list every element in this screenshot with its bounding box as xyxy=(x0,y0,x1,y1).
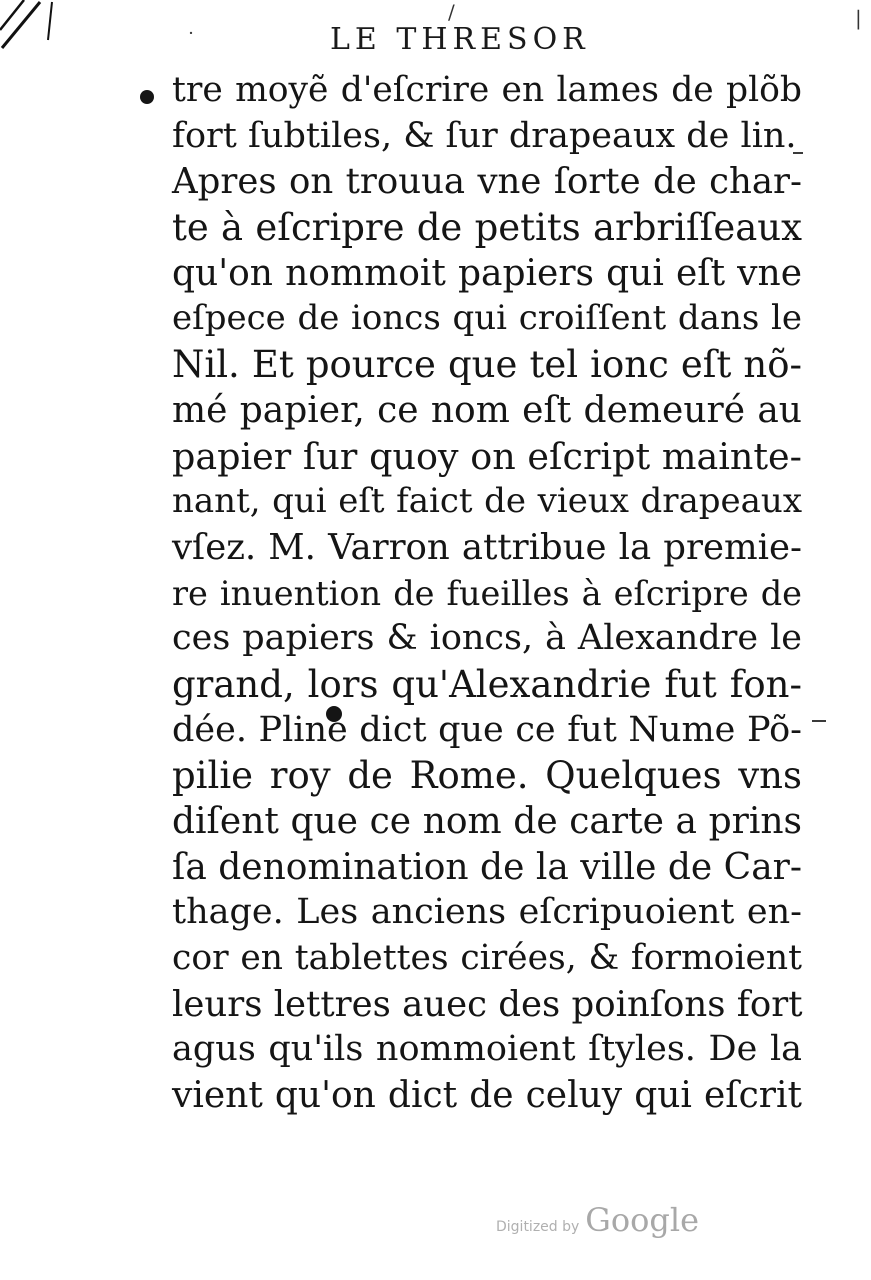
text-line: diſent que ce nom de carte a prins xyxy=(172,801,802,842)
stray-mark xyxy=(812,720,826,722)
running-head: LE THRESOR xyxy=(330,22,590,57)
text-line: pilie roy de Rome. Quelques vns xyxy=(172,754,802,798)
text-line: ces papiers & ioncs, à Alexandre le xyxy=(172,618,802,659)
text-line: dée. Pline dict que ce fut Nume Põ- xyxy=(172,709,802,750)
text-line: nant, qui eſt faict de vieux drapeaux xyxy=(172,481,802,522)
stray-mark: ˙ xyxy=(186,28,196,52)
text-line: leurs lettres auec des poinſons fort xyxy=(172,983,803,1025)
text-line: agus qu'ils nommoient ſtyles. De la xyxy=(172,1029,802,1070)
margin-dot xyxy=(140,90,154,104)
digitized-by-label: Digitized by xyxy=(496,1219,580,1235)
body-text xyxy=(172,68,802,1119)
text-line: eſpece de ioncs qui croiſſent dans le xyxy=(172,298,802,339)
stray-mark: / xyxy=(448,0,455,24)
text-line: ſa denomination de la ville de Car- xyxy=(172,846,803,888)
google-logo: Google xyxy=(585,1201,700,1239)
text-line: Apres on trouua vne ſorte de char- xyxy=(172,161,802,203)
stray-mark: | xyxy=(855,6,862,30)
text-line: papier ſur quoy on eſcript mainte- xyxy=(172,434,802,478)
text-line: Nil. Et pource que tel ionc eſt nõ- xyxy=(172,343,802,387)
text-line: qu'on nommoit papiers qui eſt vne xyxy=(172,252,802,294)
text-line: tre moyẽ d'eſcrire en lames de plõb xyxy=(172,70,802,110)
text-line: thage. Les anciens eſcripuoient en- xyxy=(172,892,802,933)
text-line: mé papier, ce nom eſt demeuré au xyxy=(172,389,802,431)
text-line: vſez. M. Varron attribue la premie- xyxy=(172,526,802,568)
text-line: grand, lors qu'Alexandrie fut fon- xyxy=(172,662,802,706)
text-line: cor en tablettes cirées, & formoient xyxy=(172,938,802,979)
text-line: te à eſcripre de petits arbriſſeaux xyxy=(172,206,802,250)
text-line: fort ſubtiles, & ſur drapeaux de lin. xyxy=(172,115,797,156)
page-corner-mark xyxy=(0,0,70,60)
text-line: vient qu'on dict de celuy qui eſcrit xyxy=(172,1075,802,1117)
digitized-watermark xyxy=(496,1201,699,1239)
text-line: re inuention de fueilles à eſcripre de xyxy=(172,573,802,613)
